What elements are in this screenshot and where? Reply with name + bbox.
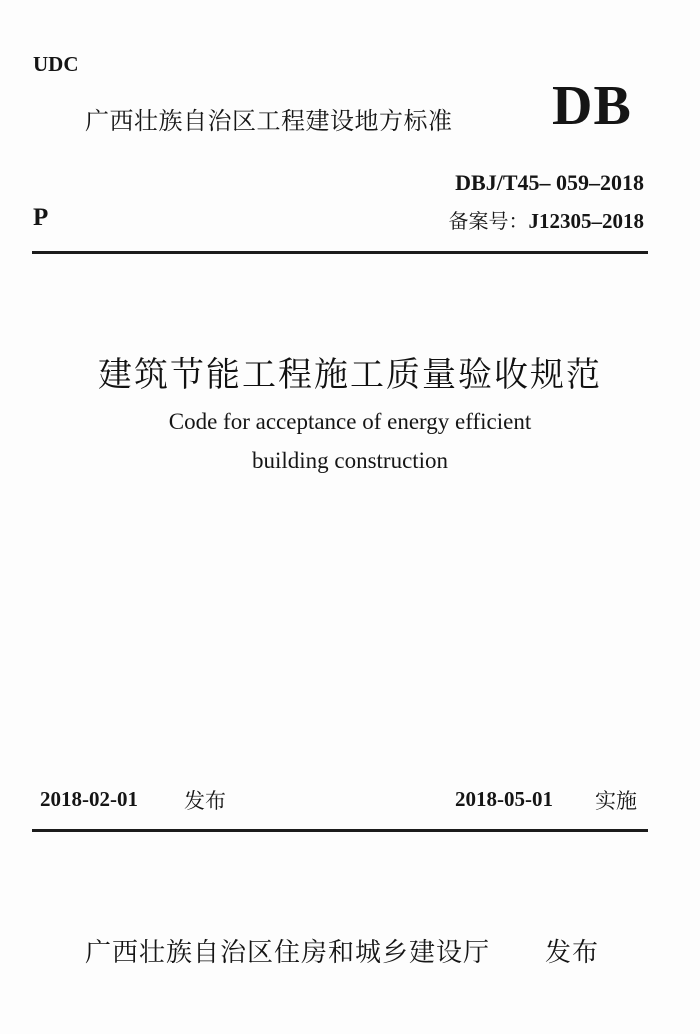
classification-code: P [33,204,49,231]
implement-date: 2018-05-01 [455,787,553,811]
udc-label: UDC [33,52,79,76]
record-number-row [449,205,645,234]
record-label: 备案号： [448,209,529,233]
implement-label: 实施 [595,789,637,813]
title-english-line2: building construction [251,448,449,473]
top-divider [32,251,648,254]
issue-label: 发布 [184,789,226,813]
publisher: 广西壮族自治区住房和城乡建设厅 [85,938,491,968]
publisher-action: 发布 [545,938,600,968]
record-number: J12305–2018 [528,209,644,233]
db-mark: DB [552,75,632,137]
issue-date: 2018-02-01 [40,787,138,811]
bottom-divider [32,829,648,832]
title-chinese: 建筑节能工程施工质量验收规范 [98,355,602,395]
standard-number: DBJ/T45– 059–2018 [455,170,644,195]
title-english-line1: Code for acceptance of energy efficient [168,409,532,434]
standard-category: 广西壮族自治区工程建设地方标准 [85,107,453,135]
